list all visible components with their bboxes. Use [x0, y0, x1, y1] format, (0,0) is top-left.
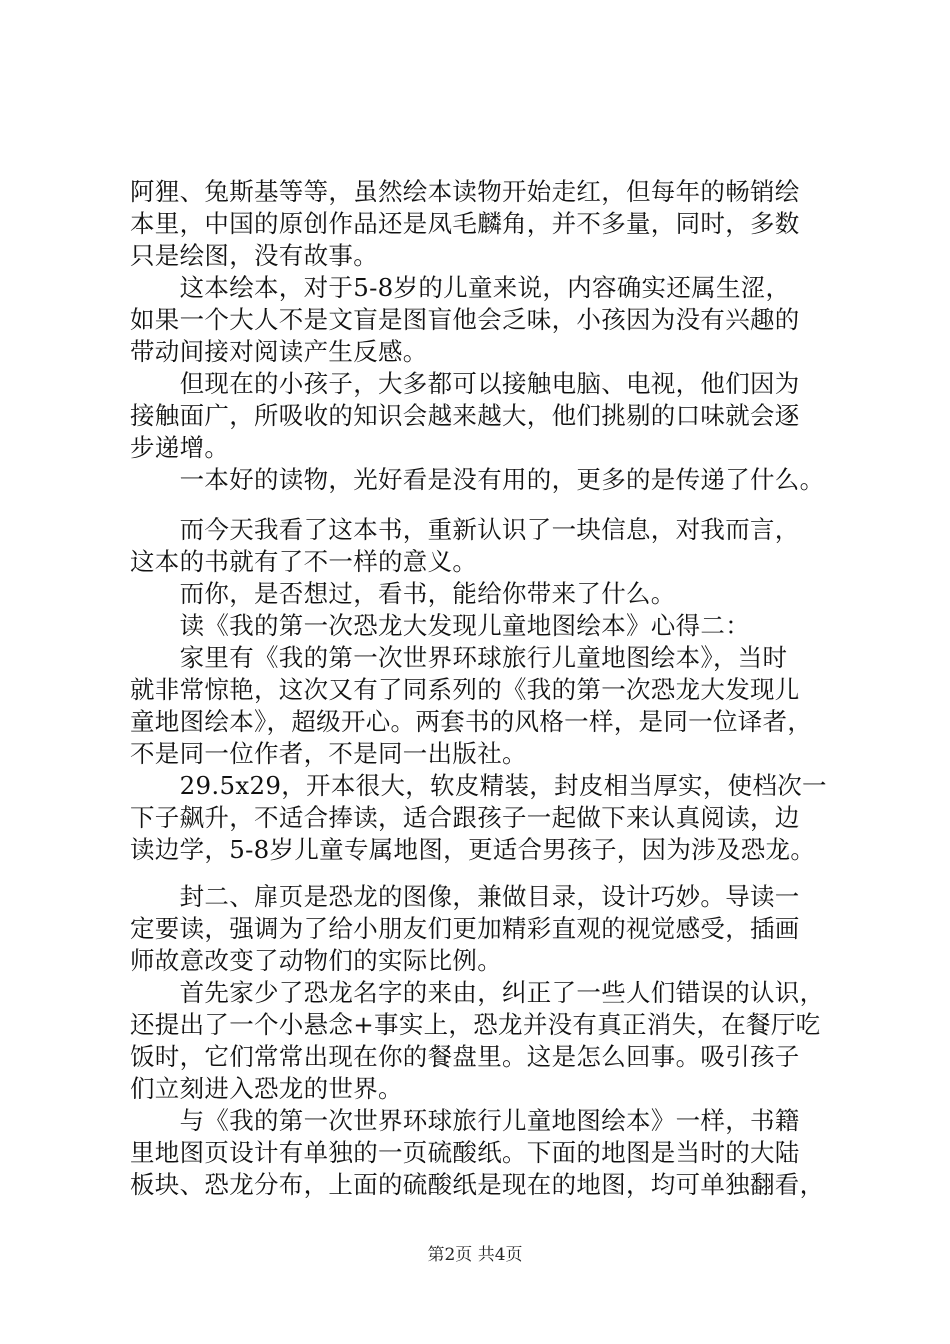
text-line: 家里有《我的第一次世界环球旅行儿童地图绘本》，当时 — [130, 643, 788, 672]
text-line: 还提出了一个小悬念+事实上，恐龙并没有真正消失，在餐厅吃 — [130, 1010, 821, 1039]
text-line: 不是同一位作者，不是同一出版社。 — [130, 739, 527, 768]
text-line: 与《我的第一次世界环球旅行儿童地图绘本》一样，书籍 — [130, 1106, 800, 1135]
text-line: 步递增。 — [130, 433, 230, 462]
text-line: 师故意改变了动物们的实际比例。 — [130, 946, 502, 975]
text-line: 这本绘本，对于5-8岁的儿童来说，内容确实还属生涩， — [130, 273, 791, 302]
text-line: 而今天我看了这本书，重新认识了一块信息，对我而言， — [130, 515, 800, 544]
text-line: 读《我的第一次恐龙大发现儿童地图绘本》心得二： — [130, 611, 750, 640]
text-line: 封二、扉页是恐龙的图像，兼做目录，设计巧妙。导读一 — [130, 882, 800, 911]
text-line: 接触面广，所吸收的知识会越来越大，他们挑剔的口味就会逐 — [130, 401, 800, 430]
text-line: 定要读，强调为了给小朋友们更加精彩直观的视觉感受，插画 — [130, 914, 800, 943]
text-line: 们立刻进入恐龙的世界。 — [130, 1074, 403, 1103]
text-line: 只是绘图，没有故事。 — [130, 241, 378, 270]
text-line: 如果一个大人不是文盲是图盲他会乏味，小孩因为没有兴趣的 — [130, 305, 800, 334]
text-line: 板块、恐龙分布，上面的硫酸纸是现在的地图，均可单独翻看， — [130, 1170, 825, 1199]
text-line: 但现在的小孩子，大多都可以接触电脑、电视，他们因为 — [130, 369, 800, 398]
text-line: 里地图页设计有单独的一页硫酸纸。下面的地图是当时的大陆 — [130, 1138, 800, 1167]
text-line: 阿狸、兔斯基等等，虽然绘本读物开始走红，但每年的畅销绘 — [130, 177, 800, 206]
text-line: 29.5x29，开本很大，软皮精装，封皮相当厚实，使档次一 — [130, 771, 827, 800]
page-number-footer: 第2页 共4页 — [427, 1245, 523, 1265]
text-line: 童地图绘本》，超级开心。两套书的风格一样，是同一位译者， — [130, 707, 813, 736]
text-line: 下子飙升，不适合捧读，适合跟孩子一起做下来认真阅读，边 — [130, 803, 800, 832]
text-line: 首先家少了恐龙名字的来由，纠正了一些人们错误的认识， — [130, 978, 825, 1007]
text-line: 这本的书就有了不一样的意义。 — [130, 547, 478, 576]
text-line: 本里，中国的原创作品还是凤毛麟角，并不多量，同时，多数 — [130, 209, 800, 238]
text-line: 带动间接对阅读产生反感。 — [130, 337, 428, 366]
text-line: 读边学，5-8岁儿童专属地图，更适合男孩子，因为涉及恐龙。 — [130, 835, 816, 864]
text-line: 而你，是否想过，看书，能给你带来了什么。 — [130, 579, 676, 608]
text-line: 就非常惊艳，这次又有了同系列的《我的第一次恐龙大发现儿 — [130, 675, 800, 704]
text-line: 饭时，它们常常出现在你的餐盘里。这是怎么回事。吸引孩子 — [130, 1042, 800, 1071]
text-line: 一本好的读物，光好看是没有用的，更多的是传递了什么。 — [130, 465, 825, 494]
